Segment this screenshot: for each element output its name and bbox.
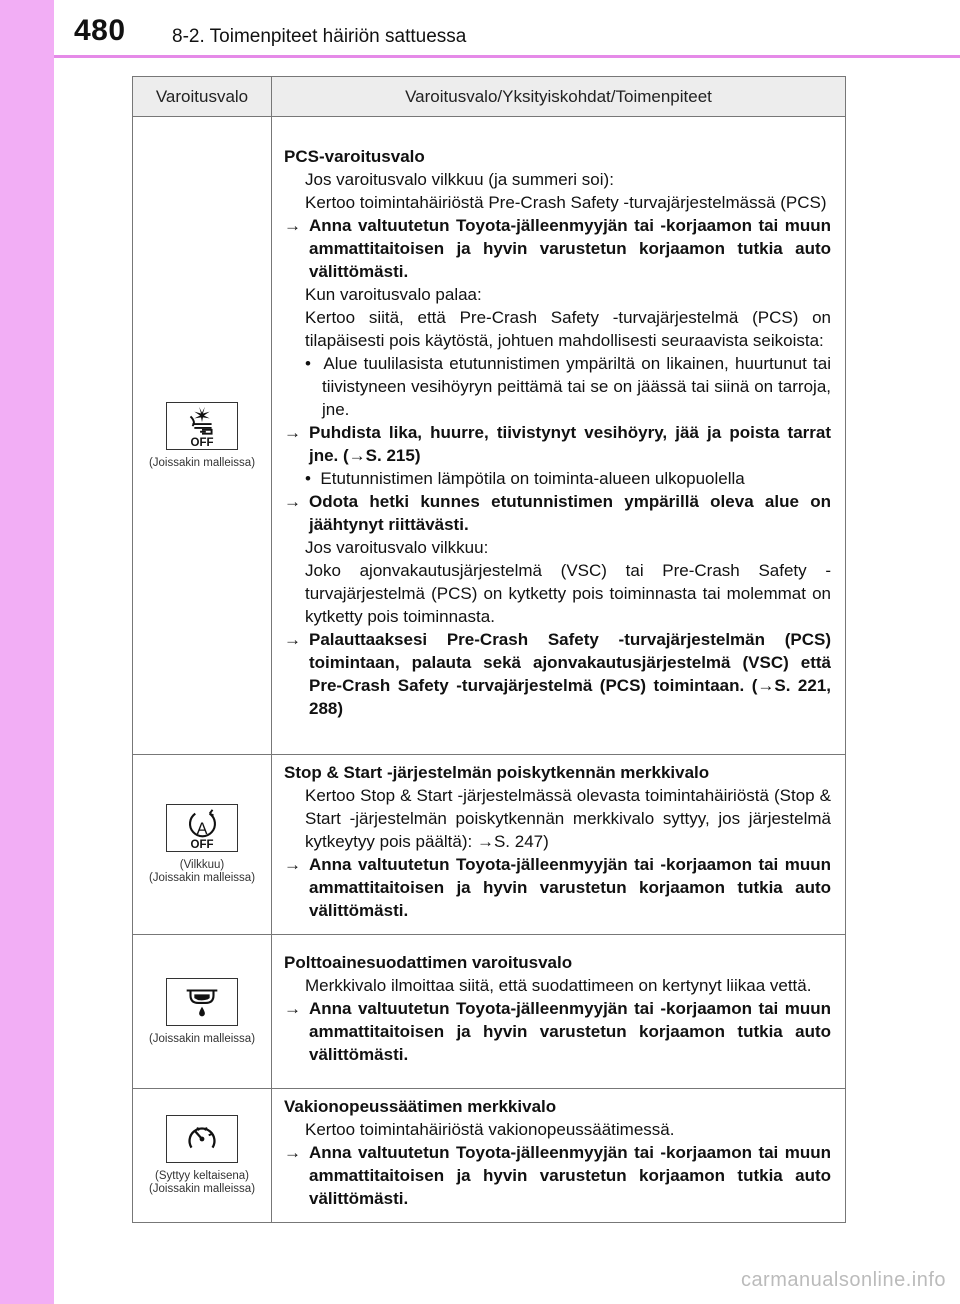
light-title: Vakionopeussäätimen merkkivalo xyxy=(284,1097,557,1116)
icon-cell xyxy=(133,935,272,1089)
stop-start-off-icon xyxy=(166,804,238,852)
svg-text:A: A xyxy=(196,819,208,838)
light-title: Polttoainesuodattimen varoitusvalo xyxy=(284,953,573,972)
text-line: Kun varoitusvalo palaa: xyxy=(305,285,482,304)
icon-cell xyxy=(133,755,272,935)
fuel-filter-icon xyxy=(166,978,238,1026)
watermark: carmanualsonline.info xyxy=(740,1269,946,1291)
section-title: 8-2. Toimenpiteet häiriön sattuessa xyxy=(172,26,467,47)
text-line: Kertoo toimintahäiriöstä Pre-Crash Safety -turvajärjestelmässä (PCS) xyxy=(305,193,827,212)
arrow-icon: → xyxy=(284,492,301,511)
light-title: PCS-varoitusvalo xyxy=(284,147,425,166)
column-header-details: Varoitusvalo/Yksityiskohdat/Toimenpiteet xyxy=(272,77,846,117)
arrow-icon: → xyxy=(284,855,301,874)
text-line: Kertoo siitä, että Pre-Crash Safety -turvajärjestelmä (PCS) on tilapäisesti pois käytöstä, johtuen mahdollisesti seuraavista seikoista: xyxy=(305,308,831,350)
text-line: Jos varoitusvalo vilkkuu (ja summeri soi): xyxy=(305,170,614,189)
svg-text:OFF: OFF xyxy=(190,436,214,449)
text-line: Jos varoitusvalo vilkkuu: xyxy=(305,538,489,557)
page-reference[interactable]: →S. 247) xyxy=(476,832,549,851)
table-row xyxy=(133,935,846,1089)
action-line: → Palauttaaksesi Pre-Crash Safety -turvajärjestelmän (PCS) toimintaan, palauta sekä ajonvakautusjärjestelmä (VSC) että Pre-Crash Safety -turvajärjestelmä (PCS) toimintaan. (→S. 221, 288) xyxy=(284,630,832,718)
page-number: 480 xyxy=(74,14,126,47)
arrow-icon: → xyxy=(284,630,301,649)
details-cell xyxy=(272,755,846,935)
arrow-icon: → xyxy=(284,216,301,235)
text-line: Joko ajonvakautusjärjestelmä (VSC) tai Pre-Crash Safety -turvajärjestelmä (PCS) on kytketty pois toiminnasta tai molemmat on kytketty pois toiminnasta. xyxy=(305,561,831,626)
icon-cell xyxy=(133,1089,272,1223)
svg-text:OFF: OFF xyxy=(190,839,214,851)
text-line: Merkkivalo ilmoittaa siitä, että suodattimeen on kertynyt liikaa vettä. xyxy=(305,976,812,995)
arrow-icon: → xyxy=(284,423,301,442)
table-header-row xyxy=(133,77,846,117)
bullet-line: • Alue tuulilasista etutunnistimen ympäriltä on likainen, huurtunut tai tiivistyneen vesihöyryn peittämä tai se on jäässä tai siinä on tarroja, jne. xyxy=(305,354,832,419)
cruise-control-icon xyxy=(166,1115,238,1163)
icon-caption: (Vilkkuu) xyxy=(179,859,225,871)
column-header-light: Varoitusvalo xyxy=(133,77,272,117)
table-row xyxy=(133,1089,846,1223)
details-cell xyxy=(272,117,846,755)
details-cell xyxy=(272,935,846,1089)
icon-caption: (Joissakin malleissa) xyxy=(148,1032,256,1045)
details-cell xyxy=(272,1089,846,1223)
action-line: → Anna valtuutetun Toyota-jälleenmyyjän tai -korjaamon tai muun ammattitaitoisen ja hyvin varustetun korjaamon tutkia auto välittömästi. xyxy=(284,999,831,1064)
warning-lights-table xyxy=(132,76,846,1223)
action-line: → Odota hetki kunnes etutunnistimen ympärillä oleva alue on jäähtynyt riittävästi. xyxy=(284,492,831,534)
page-reference[interactable]: →S. 221, 288) xyxy=(309,676,832,718)
icon-cell xyxy=(133,117,272,755)
table-row xyxy=(133,755,846,935)
text-line: Kertoo toimintahäiriöstä vakionopeussäätimessä. xyxy=(305,1120,675,1139)
action-line: → Puhdista lika, huurre, tiivistynyt vesihöyry, jää ja poista tarrat jne. (→S. 215) xyxy=(284,423,831,465)
light-title: Stop & Start -järjestelmän poiskytkennän merkkivalo xyxy=(284,763,710,782)
page-reference[interactable]: →S. 215) xyxy=(348,446,421,465)
table-row xyxy=(133,117,846,755)
icon-caption: (Joissakin malleissa) xyxy=(148,872,256,884)
text-line: Kertoo Stop & Start -järjestelmässä olevasta toimintahäiriöstä (Stop & Start -järjestelmän poiskytkennän merkkivalo syttyy, jos järjestelmä kytkeytyy pois päältä): →S. 247) xyxy=(305,786,831,851)
arrow-icon: → xyxy=(284,999,301,1018)
icon-caption: (Joissakin malleissa) xyxy=(148,1183,256,1195)
bullet-line: • Etutunnistimen lämpötila on toiminta-alueen ulkopuolella xyxy=(305,469,745,488)
action-line: → Anna valtuutetun Toyota-jälleenmyyjän tai -korjaamon tai muun ammattitaitoisen ja hyvin varustetun korjaamon tutkia auto välittömästi. xyxy=(284,216,831,281)
icon-caption: (Syttyy keltaisena) xyxy=(155,1170,249,1182)
action-line: → Anna valtuutetun Toyota-jälleenmyyjän tai -korjaamon tai muun ammattitaitoisen ja hyvin varustetun korjaamon tutkia auto välittömästi. xyxy=(284,855,831,920)
pcs-off-icon xyxy=(166,402,238,450)
arrow-icon: → xyxy=(284,1143,301,1162)
icon-caption: (Joissakin malleissa) xyxy=(148,456,256,469)
action-line: → Anna valtuutetun Toyota-jälleenmyyjän tai -korjaamon tai muun ammattitaitoisen ja hyvin varustetun korjaamon tutkia auto välittömästi. xyxy=(284,1143,831,1208)
sidebar-tab xyxy=(0,0,54,1304)
